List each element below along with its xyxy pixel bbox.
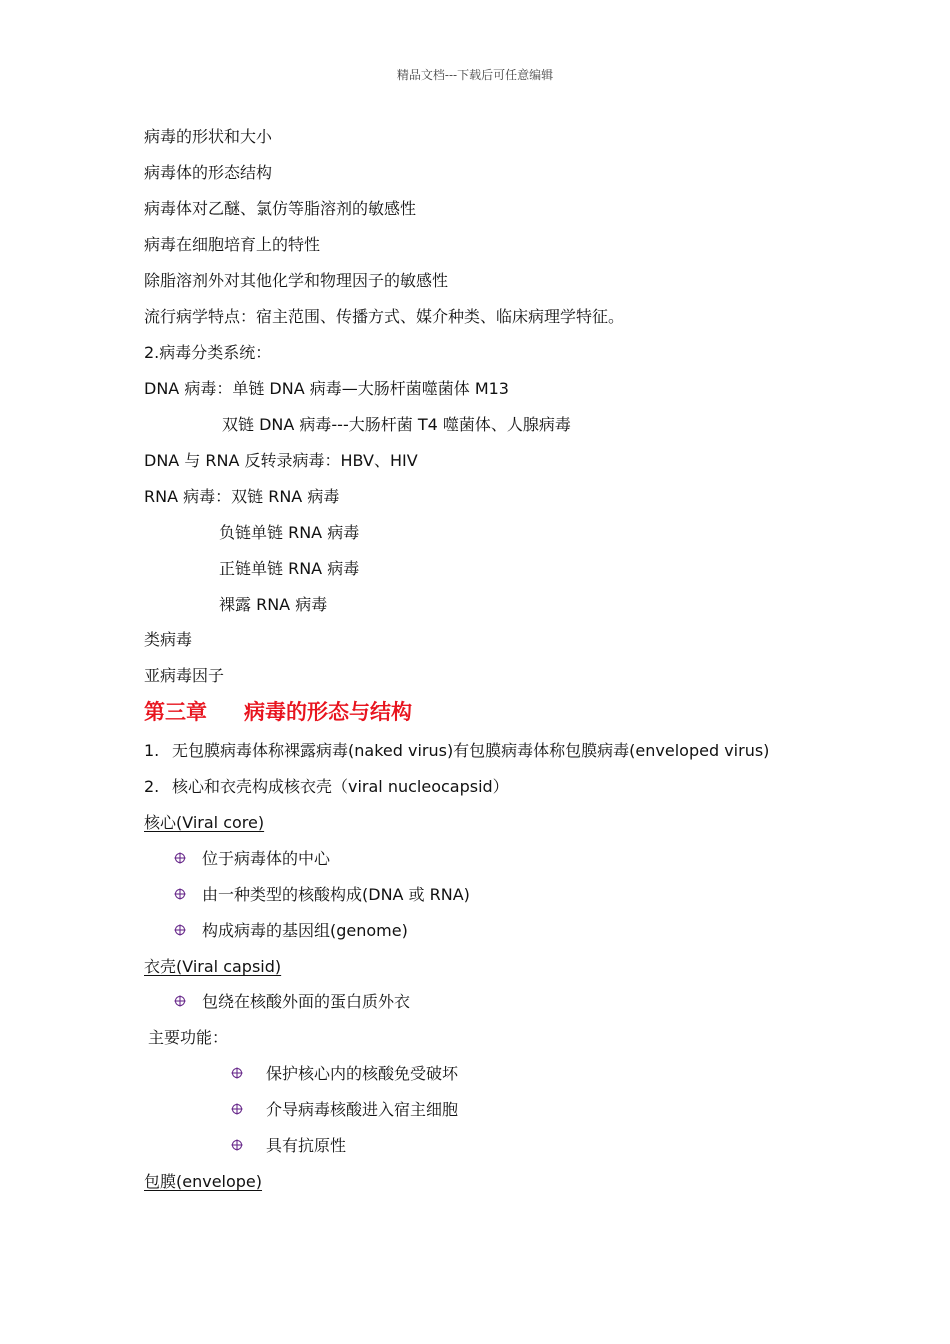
- text-line: 负链单链 RNA 病毒: [219, 523, 360, 542]
- text-line: 病毒体对乙醚、氯仿等脂溶剂的敏感性: [144, 199, 417, 218]
- functions-label: 主要功能：: [148, 1028, 229, 1047]
- text-line: 病毒的形状和大小: [144, 127, 273, 146]
- text-line: RNA 病毒：双链 RNA 病毒: [144, 487, 340, 506]
- circle-plus-icon: [231, 1103, 243, 1115]
- numbered-item: [144, 777, 509, 797]
- chapter-number: 第三章: [144, 700, 207, 724]
- bullet-text: 构成病毒的基因组(genome): [202, 921, 408, 940]
- text-line: 亚病毒因子: [144, 666, 225, 685]
- bullet-text: 位于病毒体的中心: [202, 849, 331, 868]
- text-line: 病毒体的形态结构: [144, 163, 273, 182]
- circle-plus-icon: [231, 1139, 243, 1151]
- text-line: 裸露 RNA 病毒: [219, 595, 328, 614]
- item-text: 核心和衣壳构成核衣壳（viral nucleocapsid）: [172, 777, 509, 796]
- text-line: 流行病学特点：宿主范围、传播方式、媒介种类、临床病理学特征。: [144, 307, 625, 326]
- numbered-item: [144, 741, 769, 761]
- bullet-text: 介导病毒核酸进入宿主细胞: [266, 1100, 459, 1119]
- circle-plus-icon: [174, 852, 186, 864]
- bullet-text: 具有抗原性: [266, 1136, 347, 1155]
- bullet-text: 保护核心内的核酸免受破坏: [266, 1064, 459, 1083]
- text-line: 正链单链 RNA 病毒: [219, 559, 360, 578]
- item-text: 无包膜病毒体称裸露病毒(naked virus)有包膜病毒体称包膜病毒(enveloped virus): [172, 741, 770, 760]
- page-header: 精品文档---下载后可任意编辑: [396, 68, 554, 82]
- item-number: 2.: [144, 777, 160, 796]
- text-line: DNA 病毒：单链 DNA 病毒—大肠杆菌噬菌体 M13: [144, 379, 509, 398]
- item-number: 1.: [144, 741, 160, 760]
- bullet-text: 包绕在核酸外面的蛋白质外衣: [202, 992, 411, 1011]
- text-line: 除脂溶剂外对其他化学和物理因子的敏感性: [144, 271, 449, 290]
- circle-plus-icon: [174, 995, 186, 1007]
- bullet-text: 由一种类型的核酸构成(DNA 或 RNA): [202, 885, 470, 904]
- text-line: DNA 与 RNA 反转录病毒：HBV、HIV: [144, 451, 418, 470]
- text-line: 2.病毒分类系统：: [144, 343, 272, 362]
- circle-plus-icon: [231, 1067, 243, 1079]
- circle-plus-icon: [174, 888, 186, 900]
- text-line: 病毒在细胞培育上的特性: [144, 235, 321, 254]
- section-heading-core: 核心(Viral core): [144, 813, 265, 832]
- text-line: 类病毒: [144, 630, 193, 649]
- text-line: 双链 DNA 病毒---大肠杆菌 T4 噬菌体、人腺病毒: [222, 415, 571, 434]
- section-heading-envelope: 包膜(envelope): [144, 1172, 263, 1191]
- circle-plus-icon: [174, 924, 186, 936]
- chapter-title: 病毒的形态与结构: [244, 700, 412, 724]
- section-heading-capsid: 衣壳(Viral capsid): [144, 957, 282, 976]
